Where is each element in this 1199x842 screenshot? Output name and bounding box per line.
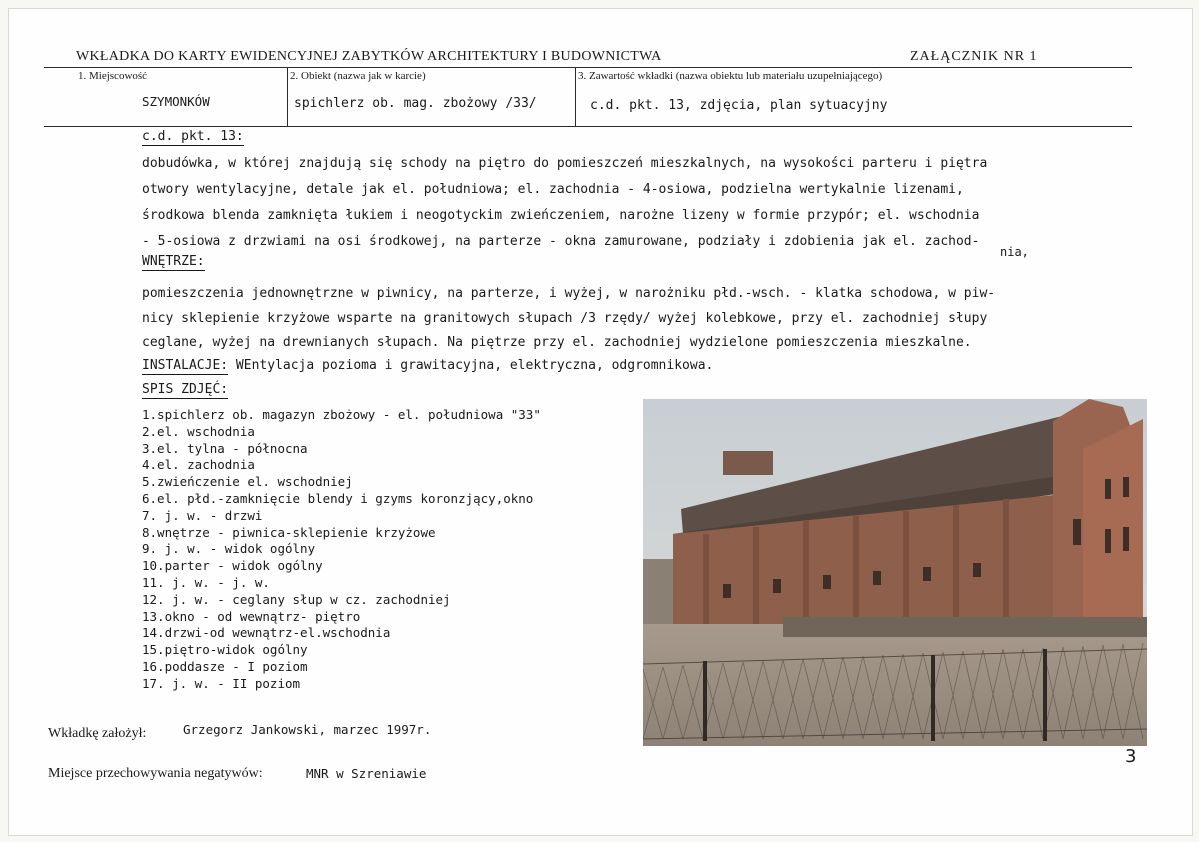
list-item: 5.zwieńczenie el. wschodniej: [142, 474, 353, 490]
text-line: pomieszczenia jednownętrzne w piwnicy, na parterze, i wyżej, w narożniku płd.-wsch. - klatka schodowa, w piw-: [142, 286, 996, 301]
section-heading-photos: SPIS ZDJĘĆ:: [142, 382, 229, 397]
storage-label: Miejsce przechowywania negatywów:: [48, 766, 263, 781]
list-item: 17. j. w. - II poziom: [142, 675, 301, 691]
column-divider: [575, 67, 576, 127]
content-label: 3. Zawartość wkładki (nazwa obiektu lub materiału uzupełniającego): [578, 70, 883, 82]
section-heading-interior: WNĘTRZE:: [142, 254, 205, 269]
photo-list: [142, 407, 541, 693]
list-item: 10.parter - widok ogólny: [142, 558, 323, 574]
list-item: 4.el. zachodnia: [142, 457, 255, 473]
list-item: 9. j. w. - widok ogólny: [142, 541, 316, 557]
locality-label: 1. Miejscowość: [78, 70, 148, 82]
author-value: Grzegorz Jankowski, marzec 1997r.: [183, 722, 432, 737]
list-item: 2.el. wschodnia: [142, 423, 255, 439]
content-value: c.d. pkt. 13, zdjęcia, plan sytuacyjny: [590, 98, 888, 113]
install-text: WEntylacja pozioma i grawitacyjna, elektryczna, odgromnikowa.: [235, 358, 714, 373]
header-rule: [44, 67, 1132, 68]
list-item: 16.poddasze - I poziom: [142, 658, 308, 674]
object-label: 2. Obiekt (nazwa jak w karcie): [290, 70, 426, 82]
annex-number: 1: [1029, 49, 1038, 64]
list-item: 8.wnętrze - piwnica-sklepienie krzyżowe: [142, 524, 436, 540]
list-item: 15.piętro-widok ogólny: [142, 642, 308, 658]
locality-value: SZYMONKÓW: [142, 94, 210, 109]
fields-rule: [44, 126, 1132, 127]
list-item: 7. j. w. - drzwi: [142, 507, 263, 523]
text-line: otwory wentylacyjne, detale jak el. południowa; el. zachodnia - 4-osiowa, podzielna wertykalnie lizenami,: [142, 182, 964, 197]
list-item: 3.el. tylna - północna: [142, 440, 308, 456]
text-line-tail: nia,: [1000, 245, 1029, 259]
list-item: 12. j. w. - ceglany słup w cz. zachodniej: [142, 591, 451, 607]
text-line: - 5-osiowa z drzwiami na osi środkowej, na parterze - okna zamurowane, podziały i zdobienia jak el. zachod-: [142, 234, 980, 249]
list-item: 11. j. w. - j. w.: [142, 574, 270, 590]
list-item: 6.el. płd.-zamknięcie blendy i gzyms koronzjący,okno: [142, 490, 534, 506]
section-heading-cd: c.d. pkt. 13:: [142, 129, 244, 144]
text-line: dobudówka, w której znajdują się schody na piętro do pomieszczeń mieszkalnych, na wysokości parteru i piętra: [142, 156, 988, 171]
list-item: 13.okno - od wewnątrz- piętro: [142, 608, 361, 624]
text-line: środkowa blenda zamknięta łukiem i neogotyckim zwieńczeniem, narożne lizeny w formie przypór; el. wschodnia: [142, 208, 980, 223]
annex-label: ZAŁĄCZNIK NR 1: [910, 49, 1038, 64]
text-line: nicy sklepienie krzyżowe wsparte na granitowych słupach /3 rzędy/ wyżej kolebkowe, przy el. zachodniej słupy: [142, 311, 988, 326]
page-title: WKŁADKA DO KARTY EWIDENCYJNEJ ZABYTKÓW ARCHITEKTURY I BUDOWNICTWA: [76, 49, 662, 64]
list-item: 1.spichlerz ob. magazyn zbożowy - el. południowa "33": [142, 407, 541, 422]
storage-value: MNR w Szreniawie: [306, 766, 427, 781]
section-heading-install: INSTALACJE:: [142, 358, 229, 373]
granary-photo: [643, 399, 1147, 746]
object-value: spichlerz ob. mag. zbożowy /33/: [294, 96, 537, 111]
author-label: Wkładkę założył:: [48, 726, 147, 741]
list-item: 14.drzwi-od wewnątrz-el.wschodnia: [142, 625, 391, 641]
text-line: ceglane, wyżej na drewnianych słupach. Na piętrze przy el. zachodniej wydzielone pomieszczenia mieszkalne.: [142, 335, 972, 350]
column-divider: [287, 67, 288, 127]
page-number: 3: [1125, 746, 1137, 767]
granary-photo-icon: [643, 399, 1147, 746]
